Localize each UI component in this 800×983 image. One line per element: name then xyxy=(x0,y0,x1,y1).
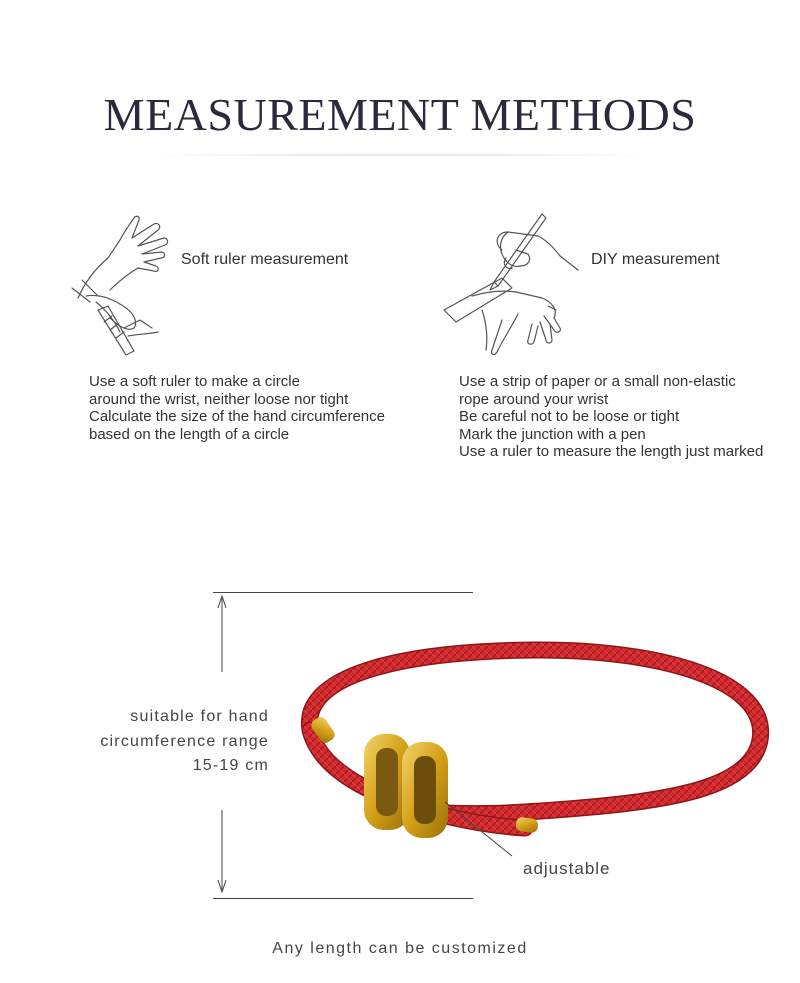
description-line: Use a soft ruler to make a circle xyxy=(89,373,300,390)
adjustable-callout: adjustable xyxy=(523,859,611,878)
range-line: 15-19 cm xyxy=(192,757,269,774)
soft-ruler-hand-illustration xyxy=(68,210,178,365)
description-line: Calculate the size of the hand circumference xyxy=(89,408,385,425)
description-line: based on the length of a circle xyxy=(89,425,290,443)
range-line: circumference range xyxy=(100,732,269,750)
description-line: Use a ruler to measure the length just marked xyxy=(459,443,764,460)
soft-ruler-description xyxy=(89,373,385,443)
diy-pen-hand-illustration xyxy=(442,210,582,365)
range-line: suitable for hand xyxy=(130,708,269,725)
description-line: around the wrist, neither loose nor tight xyxy=(89,390,349,408)
description-line: Mark the junction with a pen xyxy=(459,425,646,443)
hand-circumference-range xyxy=(100,705,269,779)
page-title: MEASUREMENT METHODS xyxy=(103,89,697,140)
dimension-bottom-line xyxy=(213,898,473,899)
diy-description xyxy=(459,373,763,461)
diy-label: DIY measurement xyxy=(591,251,720,268)
description-line: Be careful not to be loose or tight xyxy=(459,408,680,425)
description-line: rope around your wrist xyxy=(459,390,609,408)
description-line: Use a strip of paper or a small non-elastic xyxy=(459,373,736,390)
title-divider xyxy=(130,153,670,157)
soft-ruler-label: Soft ruler measurement xyxy=(181,251,349,268)
dimension-top-line xyxy=(213,592,473,593)
red-braided-bracelet-image xyxy=(280,630,780,860)
customization-note: Any length can be customized xyxy=(272,940,528,957)
